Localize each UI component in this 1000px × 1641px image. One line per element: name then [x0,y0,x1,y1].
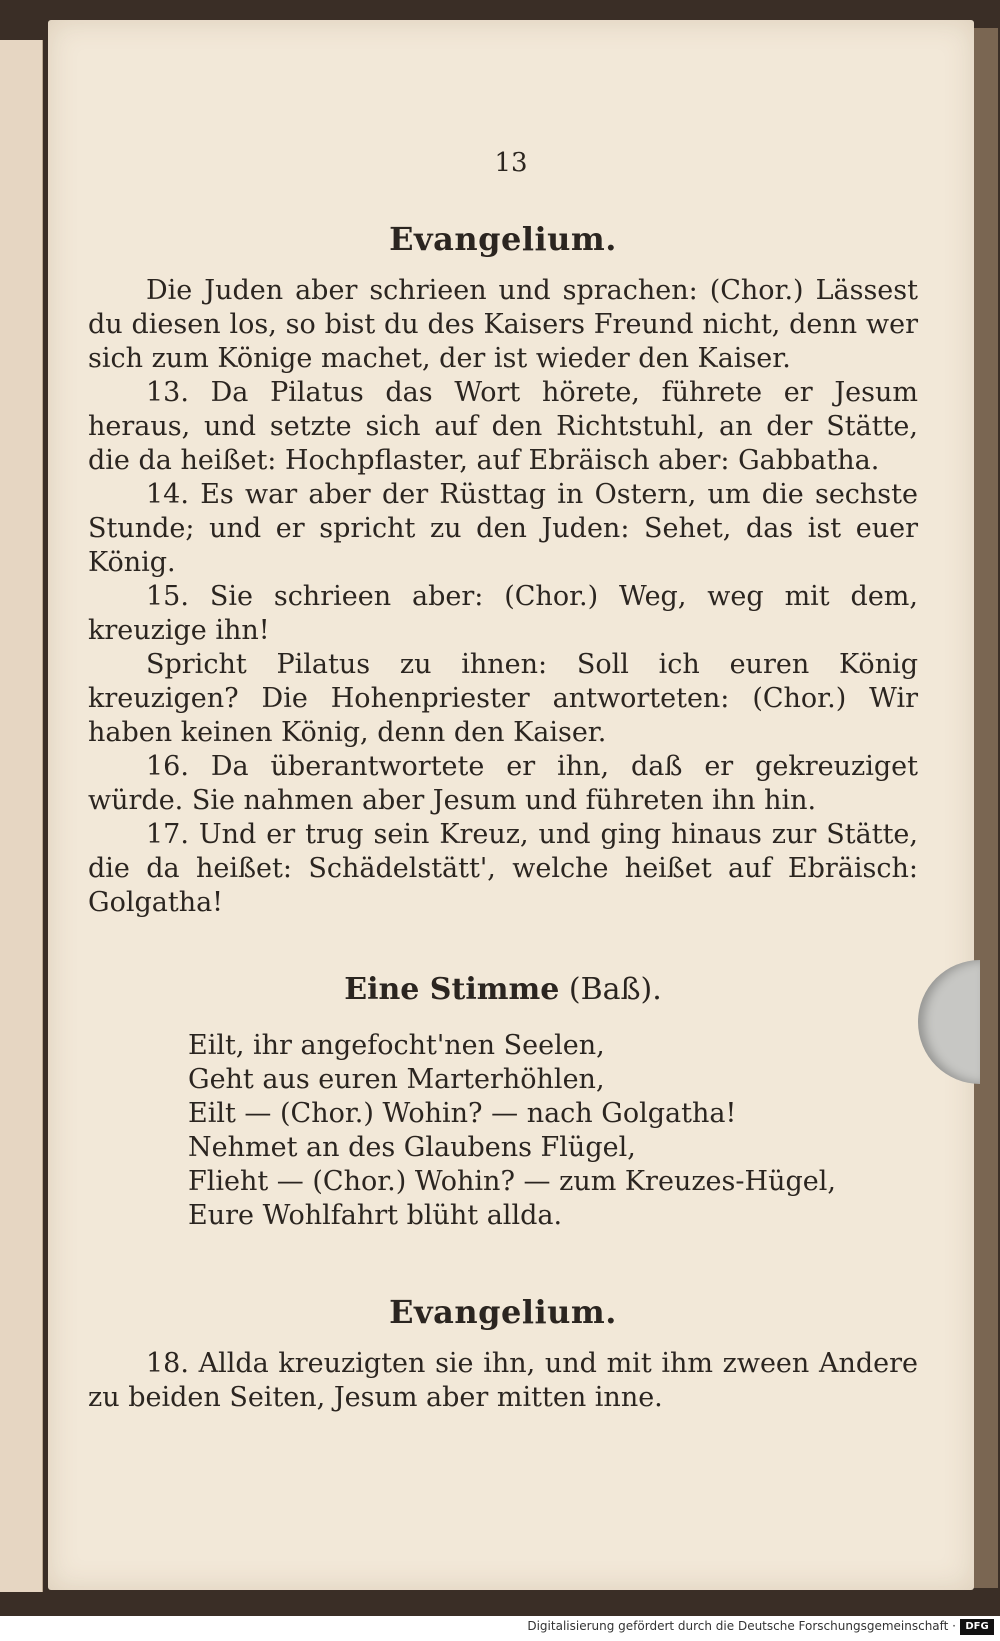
paragraph: Die Juden aber schrieen und sprachen: (Chor.) Lässest du diesen los, so bist du des Kaisers Freund nicht, denn wer sich zum Könige machet, der ist wieder den Kaiser. [88,275,918,374]
paragraph: 16. Da überantwortete er ihn, daß er gekreuziget würde. Sie nahmen aber Jesum und führeten ihn hin. [88,751,918,816]
verse-line: Geht aus euren Marterhöhlen, [188,1064,605,1095]
voice-qualifier: (Baß). [568,972,662,1007]
voice-heading [88,972,918,1007]
paragraph: 17. Und er trug sein Kreuz, und ging hinaus zur Stätte, die da heißet: Schädelstätt', welche heißet auf Ebräisch: Golgatha! [88,819,918,918]
verse-line: Eilt — (Chor.) Wohin? — nach Golgatha! [188,1098,737,1129]
paragraph: 15. Sie schrieen aber: (Chor.) Weg, weg mit dem, kreuzige ihn! [88,581,918,646]
funding-credit: Digitalisierung gefördert durch die Deutsche Forschungsgemeinschaft · [527,1619,956,1633]
section-title-evangelium: Evangelium. [389,1293,617,1331]
paragraph: 14. Es war aber der Rüsttag in Ostern, um die sechste Stunde; und er spricht zu den Juden: Sehet, das ist euer König. [88,479,918,578]
paragraph: Spricht Pilatus zu ihnen: Soll ich euren König kreuzigen? Die Hohenpriester antworteten: (Chor.) Wir haben keinen König, denn den Kaiser. [88,649,918,748]
paragraph: 18. Allda kreuzigten sie ihn, und mit ihm zween Andere zu beiden Seiten, Jesum aber mitten inne. [88,1348,918,1413]
dfg-logo: DFG [960,1619,994,1635]
footer [0,1616,1000,1641]
aria-text [188,1029,918,1233]
page-content [88,220,918,1415]
page-number: 13 [494,148,528,178]
verse-line: Flieht — (Chor.) Wohin? — zum Kreuzes-Hügel, [188,1166,836,1197]
section-title-evangelium: Evangelium. [389,220,617,258]
voice-title: Eine Stimme [344,972,560,1007]
verse-line: Eure Wohlfahrt blüht allda. [188,1200,563,1231]
paragraph: 13. Da Pilatus das Wort hörete, führete er Jesum heraus, und setzte sich auf den Richtstuhl, an der Stätte, die da heißet: Hochpflaster, auf Ebräisch aber: Gabbatha. [88,377,918,476]
book-page [48,20,974,1590]
verse-line: Nehmet an des Glaubens Flügel, [188,1132,636,1163]
verse-line: Eilt, ihr angefocht'nen Seelen, [188,1030,605,1061]
facing-page-edge [0,40,43,1592]
